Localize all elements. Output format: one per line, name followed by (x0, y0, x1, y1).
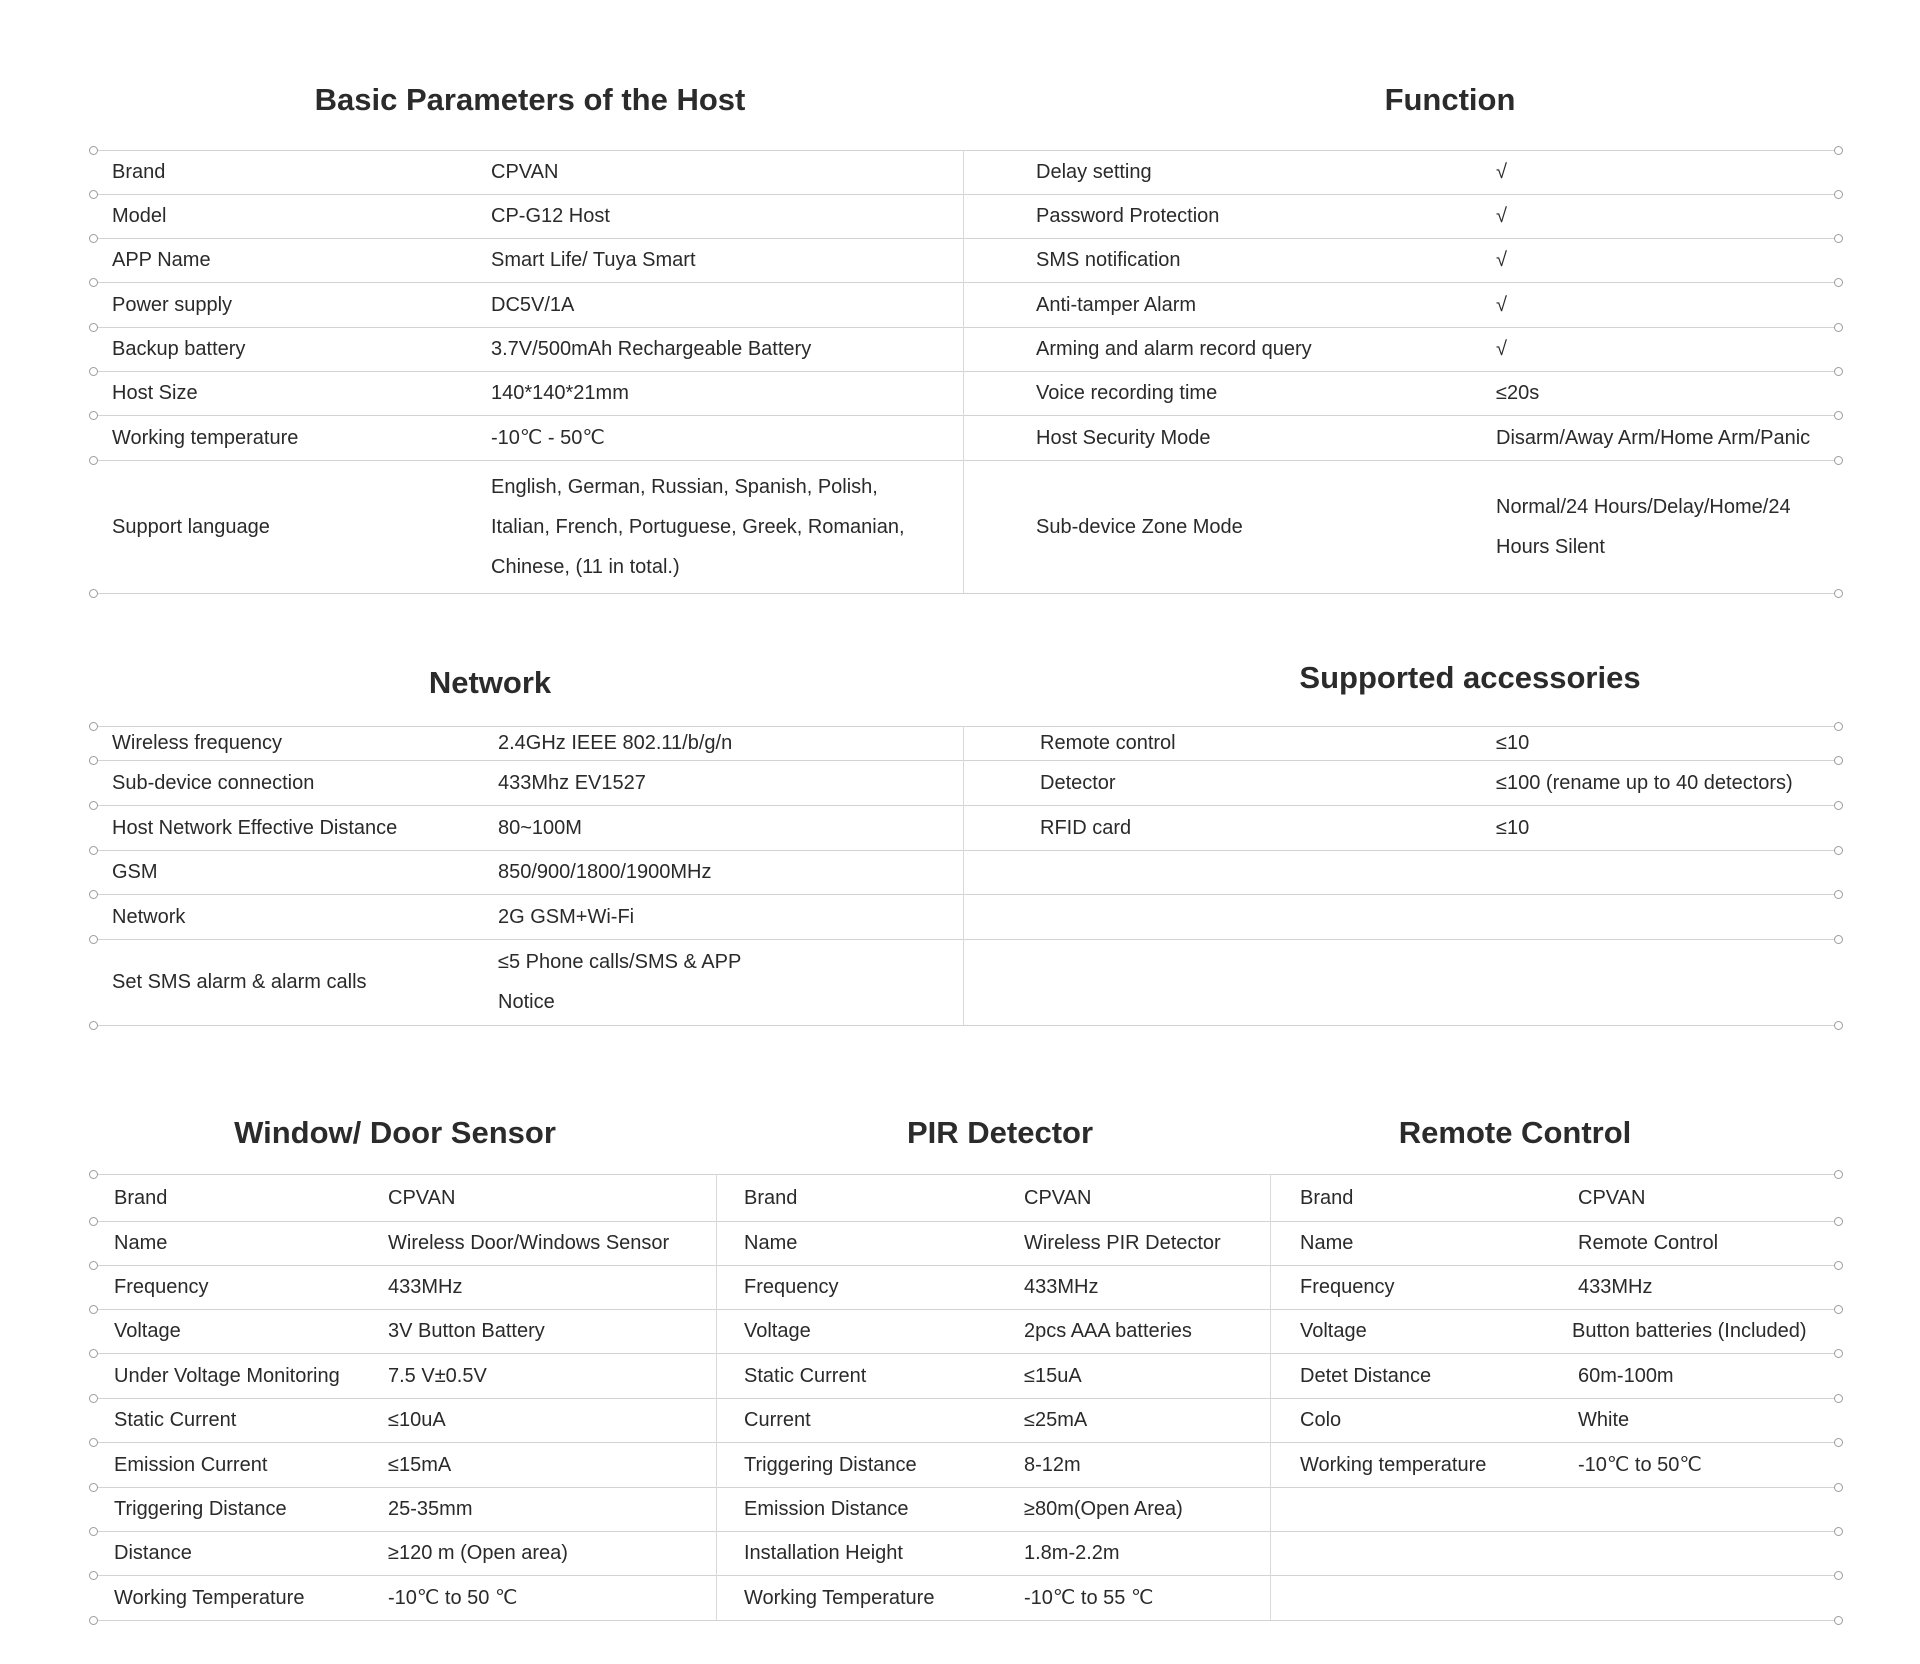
pir-row-label: Emission Distance (744, 1498, 909, 1520)
host-row-value: 3.7V/500mAh Rechargeable Battery (491, 338, 812, 360)
pir-row-value: 433MHz (1024, 1276, 1099, 1298)
host-row-label: APP Name (112, 249, 211, 271)
door-sensor-row-label: Name (114, 1232, 168, 1254)
remote-row-label: Brand (1300, 1186, 1354, 1209)
host-row-value: -10℃ - 50℃ (491, 426, 605, 449)
host-row-label: Model (112, 205, 167, 227)
network-row-value: 2G GSM+Wi-Fi (498, 905, 635, 928)
host-row-value: DC5V/1A (491, 293, 575, 316)
accessories-spec-table (96, 1174, 1836, 1620)
door-sensor-row-label: Brand (114, 1186, 168, 1209)
pir-row-label: Working Temperature (744, 1586, 935, 1609)
pir-row-label: Brand (744, 1186, 798, 1209)
pir-row-value: CPVAN (1024, 1186, 1092, 1209)
host-row-label: Support language (112, 515, 270, 538)
remote-row-value: White (1578, 1409, 1630, 1431)
function-heading: Function (1384, 82, 1516, 117)
remote-row-value: Remote Control (1578, 1232, 1719, 1254)
network-row-label: Wireless frequency (112, 732, 283, 754)
remote-row-label: Detet Distance (1300, 1364, 1432, 1387)
remote-row-label: Frequency (1300, 1276, 1395, 1298)
remote-row-value: 60m-100m (1578, 1364, 1674, 1387)
door-sensor-row-label: Under Voltage Monitoring (114, 1364, 340, 1387)
network-row-label: GSM (112, 861, 158, 883)
door-sensor-row-label: Working Temperature (114, 1586, 305, 1609)
door-sensor-row-value: 25-35mm (388, 1498, 473, 1520)
function-row-value: √ (1496, 161, 1507, 183)
pir-row-value: ≤15uA (1024, 1364, 1082, 1387)
door-sensor-row-value: 7.5 V±0.5V (388, 1364, 487, 1387)
pir-row-value: ≤25mA (1024, 1409, 1088, 1431)
host-row-label: Backup battery (112, 338, 246, 360)
door-sensor-row-label: Emission Current (114, 1453, 268, 1476)
pir-row-label: Installation Height (744, 1542, 903, 1564)
network-row-value: ≤5 Phone calls/SMS & APP Notice (498, 951, 741, 1013)
pir-row-label: Triggering Distance (744, 1453, 917, 1476)
function-row-value: Disarm/Away Arm/Home Arm/Panic (1496, 426, 1811, 449)
door-sensor-row-label: Frequency (114, 1276, 209, 1298)
host-row-label: Brand (112, 161, 166, 183)
host-row-value: 140*140*21mm (491, 382, 629, 404)
accessory-row-value: ≤100 (rename up to 40 detectors) (1496, 771, 1793, 794)
door-sensor-row-value: 3V Button Battery (388, 1320, 545, 1342)
remote-row-label: Colo (1300, 1409, 1342, 1431)
door-sensor-heading: Window/ Door Sensor (234, 1115, 556, 1150)
accessory-row-value: ≤10 (1496, 732, 1530, 754)
function-row-label: SMS notification (1036, 249, 1181, 271)
host-row-value: CP-G12 Host (491, 205, 610, 227)
network-row-label: Host Network Effective Distance (112, 816, 398, 839)
function-row-value: √ (1496, 293, 1507, 316)
remote-row-value: CPVAN (1578, 1186, 1646, 1209)
accessory-row-label: RFID card (1040, 816, 1132, 839)
accessory-row-label: Detector (1040, 771, 1116, 794)
function-row-value: √ (1496, 249, 1507, 271)
door-sensor-row-label: Static Current (114, 1409, 237, 1431)
network-row-value: 2.4GHz IEEE 802.11/b/g/n (498, 732, 733, 754)
host-row-value: CPVAN (491, 161, 559, 183)
function-row-label: Delay setting (1036, 161, 1152, 183)
function-row-label: Arming and alarm record query (1036, 338, 1312, 360)
pir-row-label: Static Current (744, 1364, 867, 1387)
host-heading: Basic Parameters of the Host (314, 82, 746, 117)
function-row-label: Sub-device Zone Mode (1036, 515, 1243, 538)
network-row-label: Sub-device connection (112, 771, 315, 794)
door-sensor-row-value: Wireless Door/Windows Sensor (388, 1232, 670, 1254)
network-accessories-table (96, 726, 1836, 1025)
pir-row-value: ≥80m(Open Area) (1024, 1498, 1183, 1520)
remote-row-value: Button batteries (Included) (1572, 1320, 1807, 1342)
remote-row-value: -10℃ to 50℃ (1578, 1453, 1702, 1476)
function-row-label: Anti-tamper Alarm (1036, 293, 1197, 316)
accessory-row-label: Remote control (1040, 732, 1176, 754)
host-function-table (96, 150, 1836, 593)
remote-row-label: Voltage (1300, 1320, 1367, 1342)
remote-row-value: 433MHz (1578, 1276, 1653, 1298)
pir-row-value: 8-12m (1024, 1453, 1081, 1476)
function-row-value: √ (1496, 205, 1507, 227)
function-row-value: Normal/24 Hours/Delay/Home/24 Hours Silent (1496, 495, 1791, 558)
pir-row-label: Voltage (744, 1320, 811, 1342)
door-sensor-row-label: Triggering Distance (114, 1498, 287, 1520)
network-row-value: 850/900/1800/1900MHz (498, 861, 712, 883)
pir-row-value: 1.8m-2.2m (1024, 1542, 1120, 1564)
network-row-value: 433Mhz EV1527 (498, 771, 646, 794)
host-row-label: Working temperature (112, 426, 299, 449)
function-row-label: Password Protection (1036, 205, 1220, 227)
door-sensor-row-value: 433MHz (388, 1276, 463, 1298)
host-row-label: Power supply (112, 293, 233, 316)
door-sensor-row-label: Voltage (114, 1320, 181, 1342)
function-row-label: Host Security Mode (1036, 426, 1211, 449)
door-sensor-row-value: ≤15mA (388, 1453, 452, 1476)
door-sensor-row-value: ≤10uA (388, 1409, 446, 1431)
function-row-value: ≤20s (1496, 382, 1540, 404)
pir-row-label: Current (744, 1409, 811, 1431)
function-row-label: Voice recording time (1036, 382, 1218, 404)
door-sensor-row-value: CPVAN (388, 1186, 456, 1209)
door-sensor-row-value: -10℃ to 50 ℃ (388, 1586, 518, 1609)
network-row-label: Network (112, 905, 186, 928)
door-sensor-row-value: ≥120 m (Open area) (388, 1542, 568, 1564)
network-row-label: Set SMS alarm & alarm calls (112, 971, 367, 993)
remote-row-label: Name (1300, 1232, 1354, 1254)
function-row-value: √ (1496, 338, 1507, 360)
host-row-value: Smart Life/ Tuya Smart (491, 249, 696, 271)
remote-heading: Remote Control (1398, 1115, 1632, 1150)
pir-heading: PIR Detector (906, 1115, 1094, 1150)
network-heading: Network (428, 665, 552, 700)
door-sensor-row-label: Distance (114, 1542, 192, 1564)
accessory-row-value: ≤10 (1496, 816, 1530, 839)
host-row-label: Host Size (112, 382, 198, 404)
pir-row-label: Name (744, 1232, 798, 1254)
pir-row-value: Wireless PIR Detector (1024, 1232, 1221, 1254)
pir-row-value: 2pcs AAA batteries (1024, 1320, 1192, 1342)
host-row-value: English, German, Russian, Spanish, Polish, Italian, French, Portuguese, Greek, Romanian, Chinese, (11 in total.) (491, 475, 905, 578)
pir-row-value: -10℃ to 55 ℃ (1024, 1586, 1154, 1609)
pir-row-label: Frequency (744, 1276, 839, 1298)
network-row-value: 80~100M (498, 816, 582, 839)
accessories-heading: Supported accessories (1299, 660, 1641, 695)
remote-row-label: Working temperature (1300, 1453, 1487, 1476)
